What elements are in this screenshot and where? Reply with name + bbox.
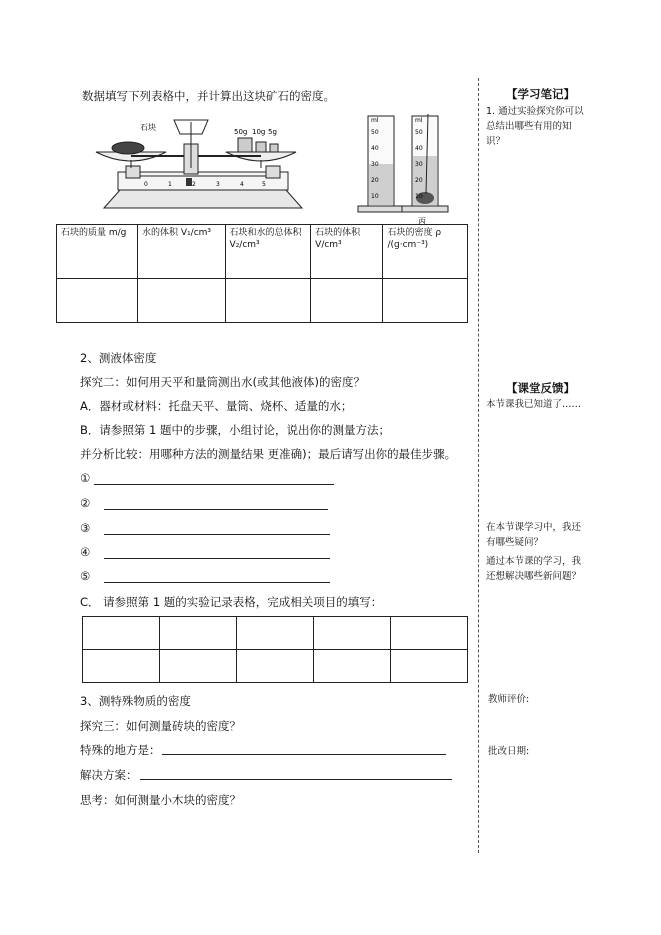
cylinder-tick: ml (415, 117, 423, 124)
section3-title: 3、测特殊物质的密度 (80, 694, 191, 708)
scale-tick: 0 (144, 181, 148, 188)
teacher-evaluation-label: 教师评价: (488, 694, 530, 705)
step-number: ② (80, 496, 91, 510)
table-header-cell: 石块和水的总体积 V₂/cm³ (225, 225, 311, 279)
step-number: ⑤ (80, 569, 91, 583)
table-cell[interactable] (237, 617, 314, 650)
cylinder-tick: 30 (415, 161, 423, 168)
liquid-record-table (82, 616, 468, 683)
section2-explore: 探究二：如何用天平和量筒测出水(或其他液体)的密度？ (80, 375, 365, 389)
answer-line[interactable] (104, 534, 330, 535)
stone-label: 石块 (140, 123, 156, 132)
table-header-cell: 水的体积 V₁/cm³ (138, 225, 225, 279)
table-cell[interactable] (83, 617, 160, 650)
intro-line: 数据填写下列表格中，并计算出这块矿石的密度。 (82, 89, 335, 103)
column-divider (478, 78, 479, 853)
table-cell[interactable] (225, 279, 311, 323)
table-cell[interactable] (391, 617, 468, 650)
scale-tick: 4 (240, 181, 244, 188)
answer-line[interactable] (104, 509, 328, 510)
feedback-text: 本节课我已知道了…… (486, 399, 582, 410)
answer-line[interactable] (104, 582, 330, 583)
measuring-cylinder-b (402, 114, 448, 212)
plan-text: 通过本节课的学习，我还想解决哪些新问题？ (486, 556, 582, 582)
table-cell[interactable] (314, 617, 391, 650)
answer-line[interactable] (104, 558, 330, 559)
special-label: 特殊的地方是： (80, 743, 161, 757)
table-cell[interactable] (138, 279, 225, 323)
weight-label: 50g (234, 128, 248, 136)
density-record-table (56, 224, 468, 323)
cylinder-tick: 20 (371, 177, 379, 184)
scale-tick: 3 (216, 181, 220, 188)
special-answer-line[interactable] (162, 754, 446, 755)
cylinder-tick: 30 (371, 161, 379, 168)
section2-item-b: B．请参照第 1 题中的步骤，小组讨论，说出你的测量方法； (80, 423, 391, 437)
feedback-title: 【课堂反馈】 (506, 381, 575, 395)
section3-think: 思考：如何测量小木块的密度？ (80, 793, 241, 807)
section2-compare: 并分析比较：用哪种方法的测量结果 更准确)；最后请写出你的最佳步骤。 (80, 447, 457, 461)
step-number: ① (80, 471, 91, 485)
cylinder-tick: 50 (415, 129, 423, 136)
table-header-cell: 石块的质量 m/g (57, 225, 138, 279)
section2-item-a: A．器材或材料：托盘天平、量筒、烧杯、适量的水； (80, 399, 353, 413)
answer-line[interactable] (94, 484, 334, 485)
table-cell[interactable] (314, 650, 391, 683)
table-cell[interactable] (83, 650, 160, 683)
cylinder-tick: 40 (415, 145, 423, 152)
table-cell[interactable] (237, 650, 314, 683)
table-cell[interactable] (160, 650, 237, 683)
scale-tick: 5 (262, 181, 266, 188)
section2-item-c: C． 请参照第 1 题的实验记录表格，完成相关项目的填写： (80, 595, 383, 609)
section3-explore: 探究三：如何测量砖块的密度？ (80, 719, 241, 733)
scale-tick: 2 (192, 181, 196, 188)
table-cell[interactable] (160, 617, 237, 650)
cylinder-tick: ml (371, 117, 379, 124)
solution-label: 解决方案： (80, 768, 138, 782)
cylinder-tick: 50 (371, 129, 379, 136)
question-text: 在本节课学习中，我还有哪些疑问？ (486, 522, 582, 548)
correction-date-label: 批改日期: (488, 746, 530, 757)
step-number: ③ (80, 521, 91, 535)
step-number: ④ (80, 545, 91, 559)
experiment-figure (56, 108, 476, 226)
weight-label: 5g (268, 128, 277, 136)
scale-tick: 1 (168, 181, 172, 188)
weight-label: 10g (252, 128, 266, 136)
table-header-cell: 石块的密度 ρ /(g·cm⁻³) (383, 225, 468, 279)
measuring-cylinder-a (358, 116, 404, 212)
cylinder-tick: 10 (415, 193, 423, 200)
section2-title: 2、测液体密度 (80, 351, 157, 365)
cylinder-tick: 40 (371, 145, 379, 152)
solution-answer-line[interactable] (140, 779, 452, 780)
figure-label-bing: 丙 (418, 217, 426, 226)
table-header-cell: 石块的体积 V/cm³ (311, 225, 383, 279)
table-cell[interactable] (383, 279, 468, 323)
table-cell[interactable] (391, 650, 468, 683)
cylinder-tick: 10 (371, 193, 379, 200)
table-cell[interactable] (57, 279, 138, 323)
cylinder-tick: 20 (415, 177, 423, 184)
notes-text: 1. 通过实验探究你可以总结出哪些有用的知识？ (486, 106, 584, 147)
notes-title: 【学习笔记】 (506, 87, 575, 101)
table-cell[interactable] (311, 279, 383, 323)
